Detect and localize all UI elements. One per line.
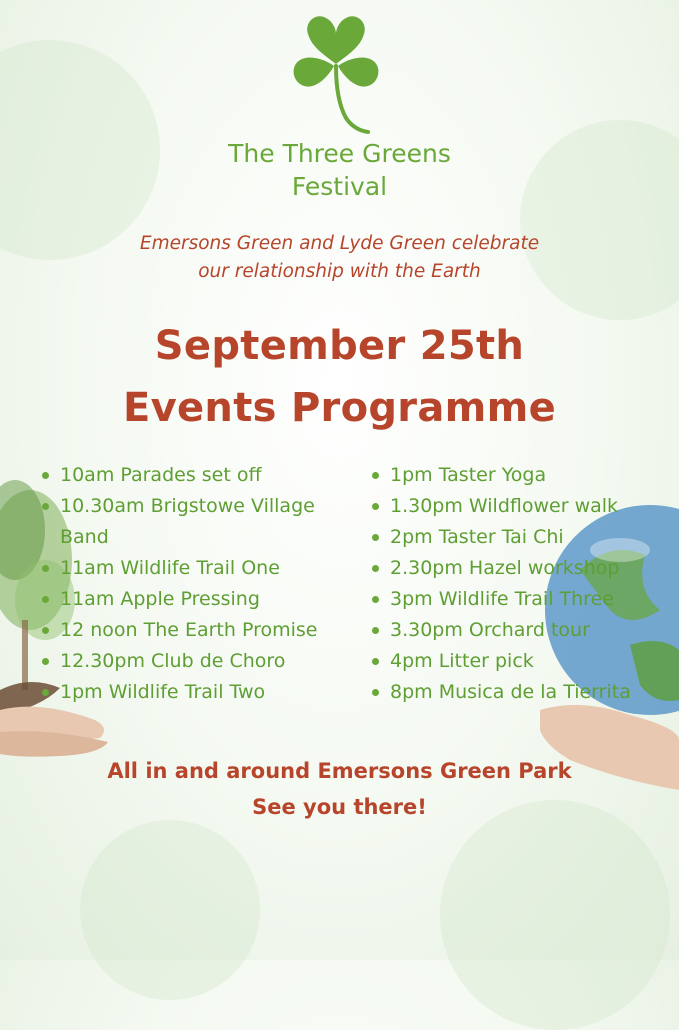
bullet-icon xyxy=(42,596,49,603)
headline-date: September 25th xyxy=(154,323,525,369)
bullet-icon xyxy=(372,596,379,603)
event-item: 8pm Musica de la Tierrita xyxy=(368,677,668,708)
event-item: 4pm Litter pick xyxy=(368,646,668,677)
event-item: 3pm Wildlife Trail Three xyxy=(368,584,668,615)
tagline-line2: our relationship with the Earth xyxy=(198,261,481,282)
event-item: 10.30am Brigstowe Village Band xyxy=(38,491,360,553)
see-you-there-text: See you there! xyxy=(252,795,427,819)
bullet-icon xyxy=(372,503,379,510)
bullet-icon xyxy=(42,689,49,696)
bullet-icon xyxy=(42,472,49,479)
event-item: 12 noon The Earth Promise xyxy=(38,615,360,646)
event-item: 1pm Taster Yoga xyxy=(368,460,668,491)
bullet-icon xyxy=(372,658,379,665)
tagline-line1: Emersons Green and Lyde Green celebrate xyxy=(139,233,540,254)
festival-title-line2: Festival xyxy=(291,172,388,201)
venue-text: All in and around Emersons Green Park xyxy=(107,759,572,783)
event-item: 10am Parades set off xyxy=(38,460,360,491)
shamrock-icon xyxy=(286,8,386,134)
bullet-icon xyxy=(42,627,49,634)
event-item: 11am Apple Pressing xyxy=(38,584,360,615)
event-item: 12.30pm Club de Choro xyxy=(38,646,360,677)
bokeh-circle xyxy=(440,800,670,1030)
bullet-icon xyxy=(372,534,379,541)
event-item: 1.30pm Wildflower walk xyxy=(368,491,668,522)
events-list-right xyxy=(368,460,668,708)
event-item: 2pm Taster Tai Chi xyxy=(368,522,668,553)
bullet-icon xyxy=(372,627,379,634)
headline-programme: Events Programme xyxy=(122,385,557,431)
event-item: 1pm Wildlife Trail Two xyxy=(38,677,360,708)
festival-title-line1: The Three Greens xyxy=(228,139,451,168)
bullet-icon xyxy=(42,565,49,572)
bullet-icon xyxy=(372,565,379,572)
bullet-icon xyxy=(42,503,49,510)
event-item: 2.30pm Hazel workshop xyxy=(368,553,668,584)
bullet-icon xyxy=(372,472,379,479)
bullet-icon xyxy=(372,689,379,696)
event-item: 11am Wildlife Trail One xyxy=(38,553,360,584)
event-item: 3.30pm Orchard tour xyxy=(368,615,668,646)
events-list-left xyxy=(38,460,360,708)
bullet-icon xyxy=(42,658,49,665)
bokeh-circle xyxy=(80,820,260,1000)
